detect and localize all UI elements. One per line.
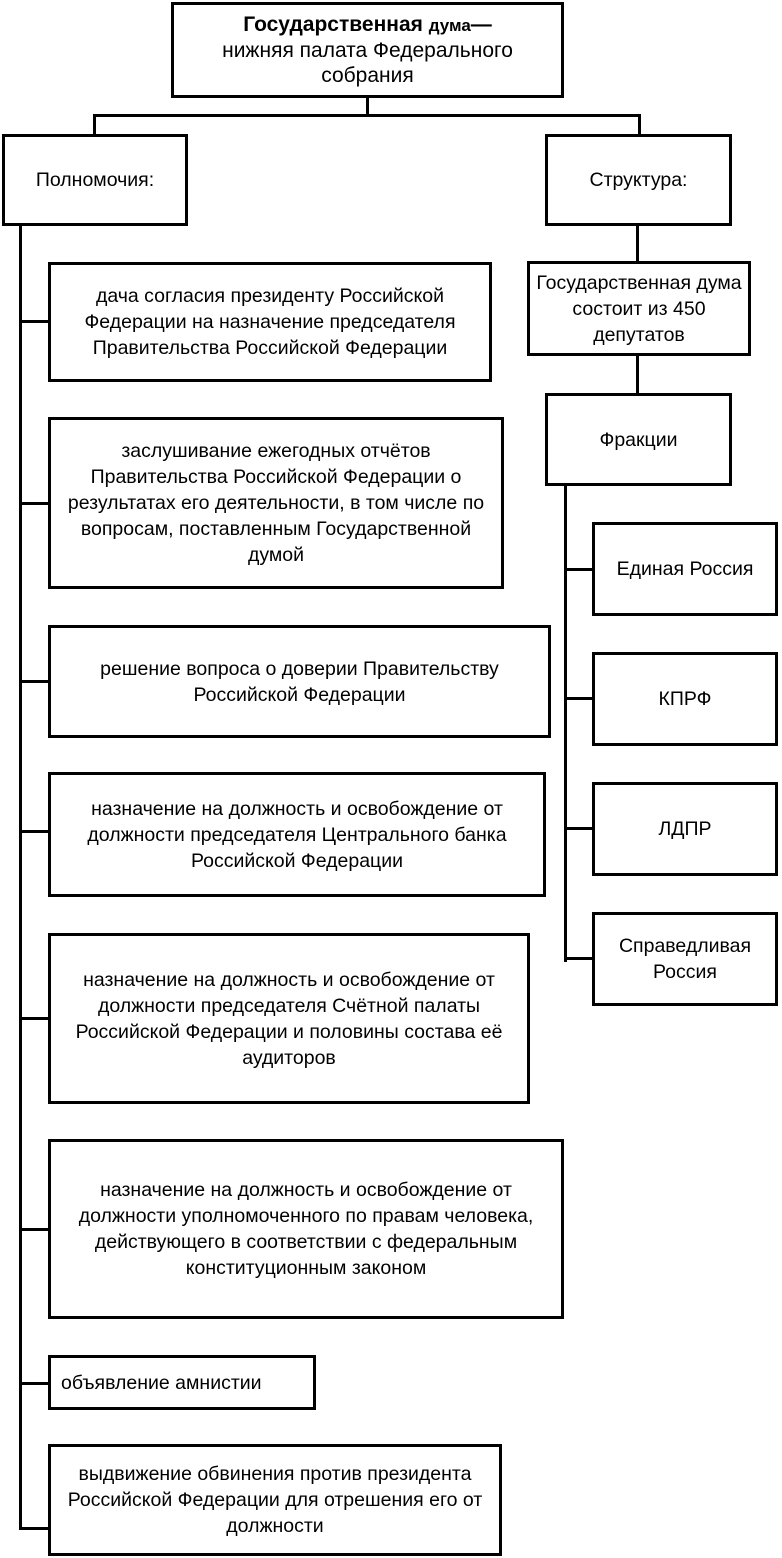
powers-branch-6 [19, 1228, 51, 1231]
structure-header [545, 134, 732, 226]
title-line-2: нижняя палата Федерального [222, 39, 513, 62]
powers-label: Полномочия: [35, 169, 155, 191]
power-item-2 [48, 417, 504, 589]
faction-united-russia [592, 522, 778, 616]
powers-branch-5 [19, 1017, 51, 1020]
title-line-1 [243, 12, 492, 38]
structure-label: Структура: [589, 169, 688, 191]
composition-to-factions [636, 353, 639, 396]
power-item-text: назначение на должность и освобождение от должности уполномоченного по правам человека, действующего в соответствии с федеральным конституционным законом [78, 1179, 534, 1279]
powers-header [2, 134, 188, 226]
powers-branch-7 [19, 1382, 51, 1385]
powers-branch-2 [19, 502, 51, 505]
connector-structure-up [638, 114, 641, 136]
faction-label: ЛДПР [658, 818, 712, 840]
faction-label: Единая Россия [616, 558, 754, 580]
factions-spine [564, 484, 567, 962]
faction-ldpr [592, 782, 778, 876]
faction-kprf [592, 652, 778, 746]
power-item-5 [48, 933, 530, 1104]
title-line-3: собрания [321, 64, 414, 87]
power-item-text: назначение на должность и освобождение от должности председателя Счётной палаты Российской Федерации и половины состава её аудиторов [75, 968, 503, 1069]
power-item-text: назначение на должность и освобождение от должности председателя Центрального банка Российской Федерации [87, 797, 507, 872]
composition-text: Государственная дума состоит из 450 депутатов [536, 271, 742, 346]
powers-branch-3 [19, 680, 51, 683]
power-item-text: заслушивание ежегодных отчётов Правительства Российской Федерации о результатах его деятельности, в том числе по вопросам, поставленным Государственной думой [67, 440, 485, 566]
powers-branch-1 [19, 320, 51, 323]
power-item-8 [48, 1444, 502, 1556]
power-item-text: выдвижение обвинения против президента Российской Федерации для отрешения его от должности [67, 1463, 483, 1537]
title-bold: Государственная [243, 13, 423, 36]
power-item-7 [48, 1355, 316, 1410]
faction-label: Справедливая Россия [618, 935, 752, 983]
power-item-text: объявление амнистии [61, 1371, 262, 1394]
powers-branch-4 [19, 830, 51, 833]
power-item-1 [48, 262, 492, 382]
faction-just-russia [592, 912, 778, 1006]
composition-box [527, 261, 751, 356]
structure-to-composition [636, 224, 639, 264]
power-item-4 [48, 772, 546, 897]
power-item-3 [48, 625, 551, 738]
connector-powers-up [93, 114, 96, 136]
power-item-text: дача согласия президенту Российской Федерации на назначение председателя Правительства Российской Федерации [84, 285, 456, 359]
faction-label: КПРФ [658, 688, 712, 710]
power-item-6 [48, 1139, 564, 1319]
powers-branch-8 [19, 1527, 51, 1530]
factions-label: Фракции [599, 428, 678, 451]
powers-spine [19, 224, 22, 1530]
title-dash: — [470, 13, 492, 36]
title-bold-small: дума [428, 16, 471, 35]
connector-top-horizontal [93, 114, 641, 117]
title-box [171, 2, 564, 98]
connector-title-down [366, 96, 369, 116]
factions-box [545, 393, 732, 486]
power-item-text: решение вопроса о доверии Правительству Российской Федерации [100, 657, 499, 706]
